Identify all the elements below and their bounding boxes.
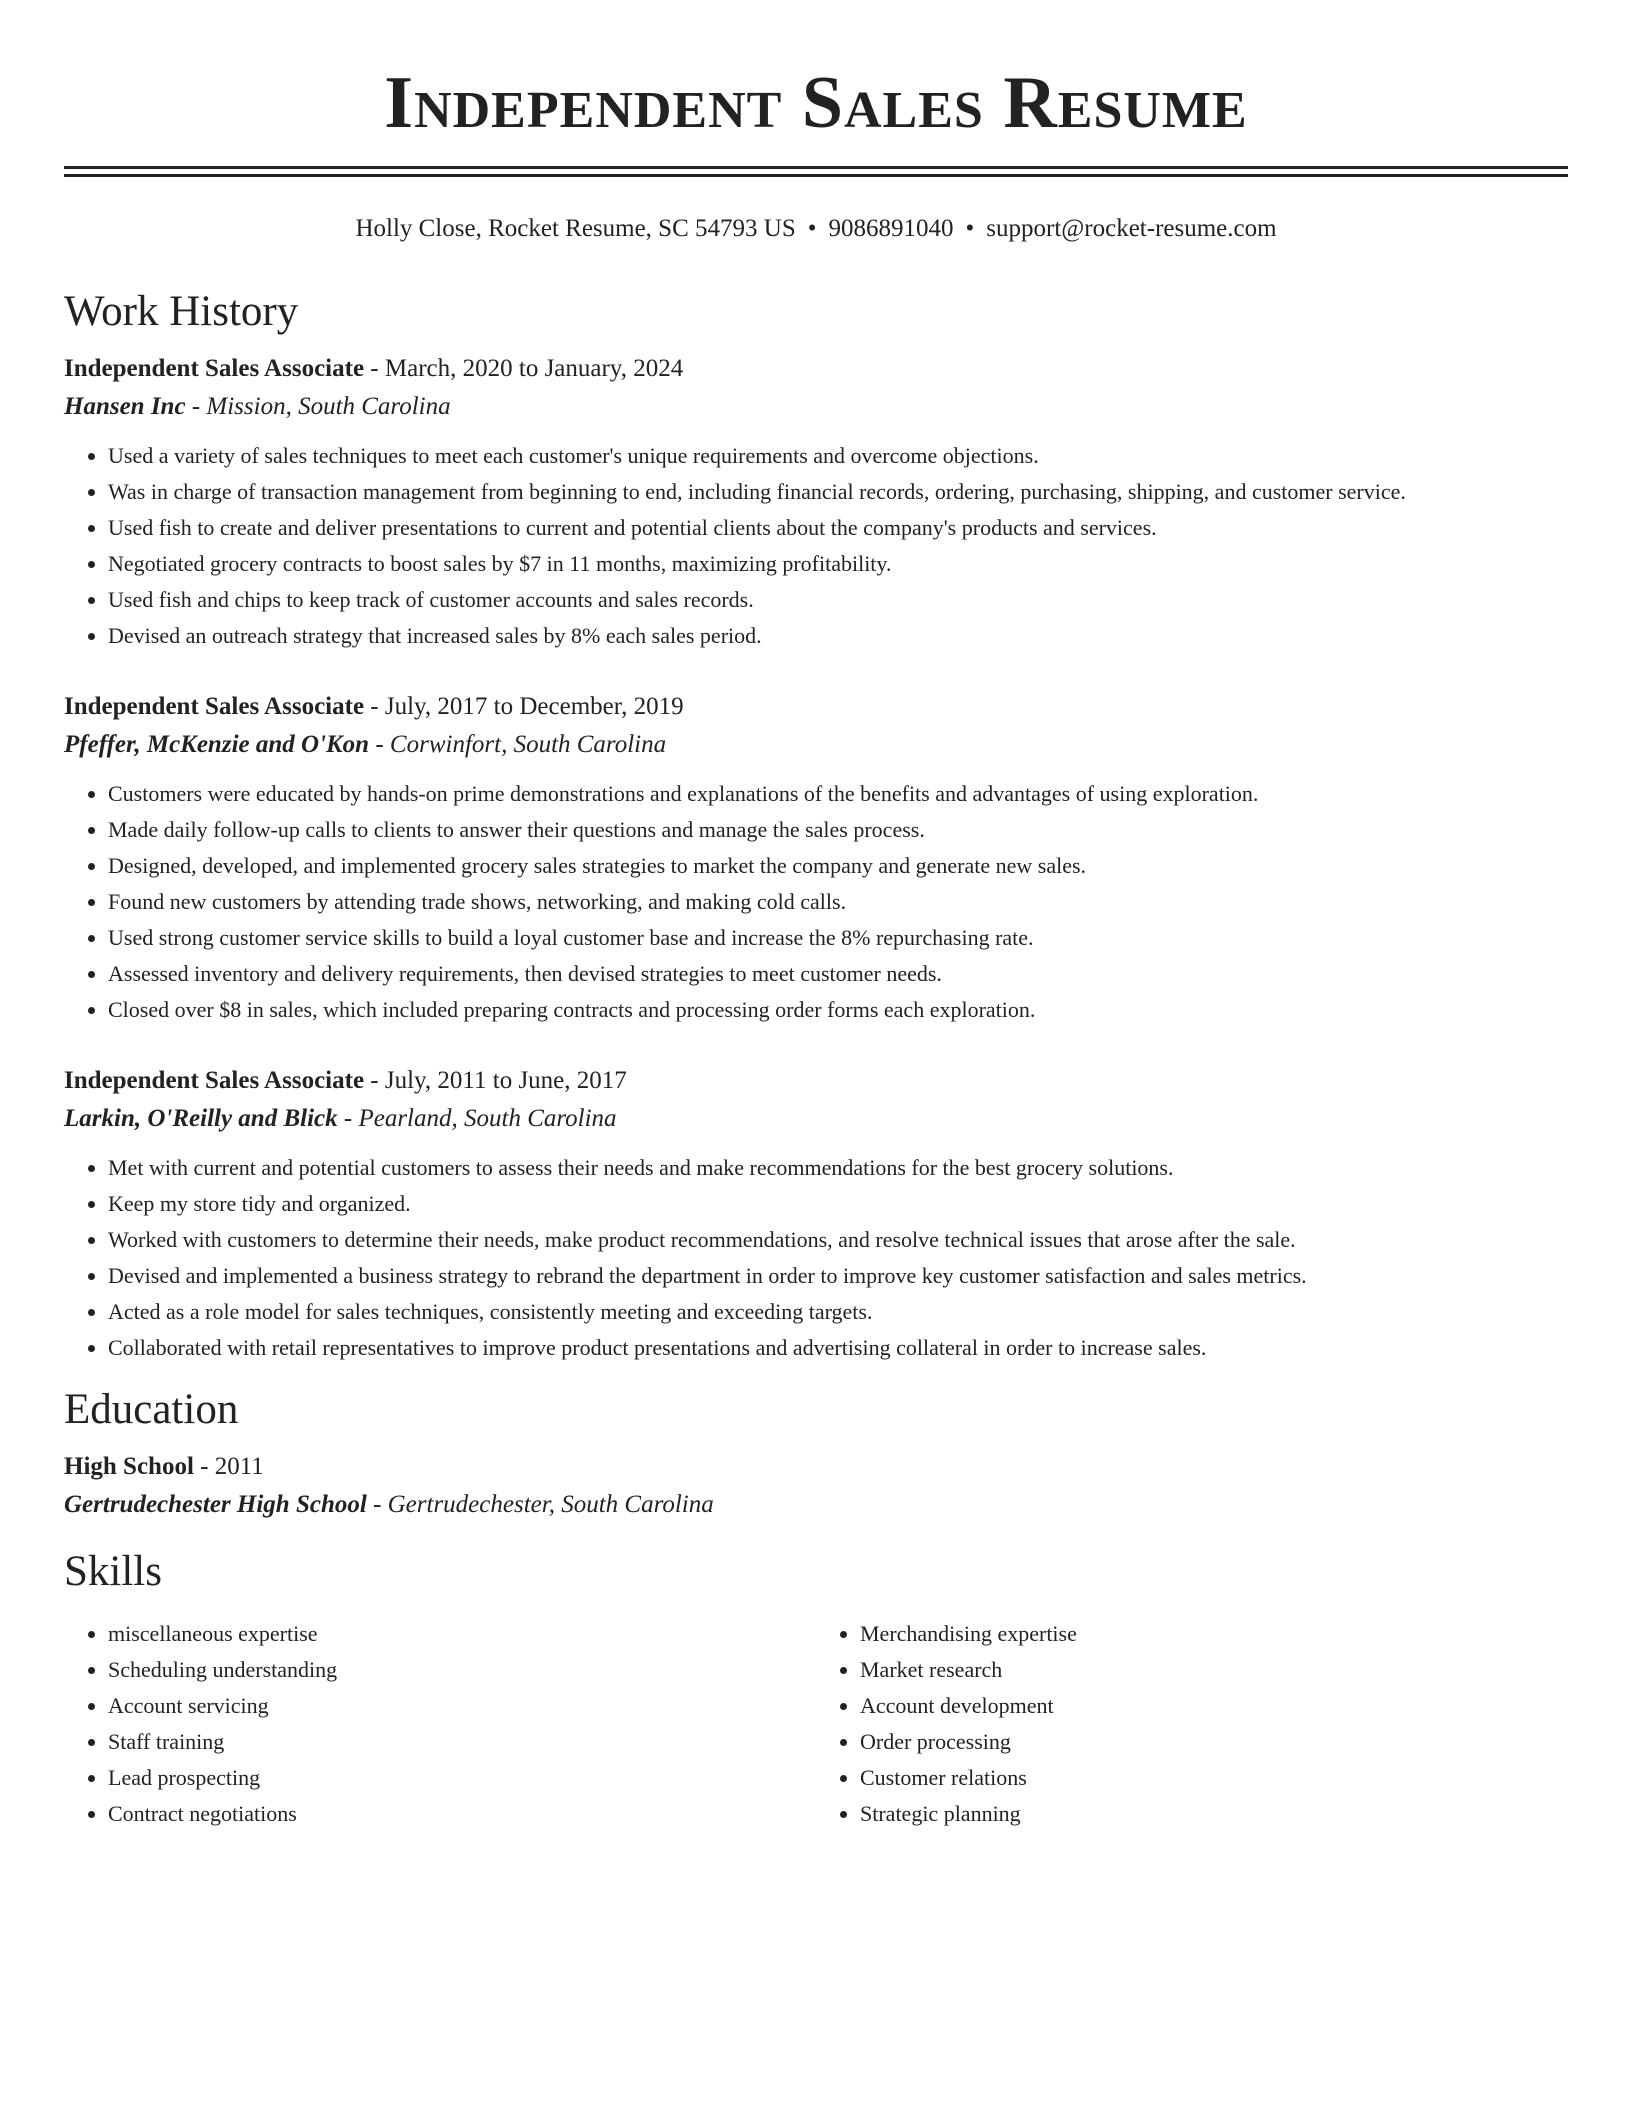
- job-role: Independent Sales Associate: [64, 1067, 365, 1094]
- job-bullet-list: [64, 1150, 1568, 1366]
- job-company-line: [64, 388, 1568, 426]
- job-bullet: • Worked with customers to determine their needs, make product recommendations, and resolve technical issues that arose after the sale.: [108, 1222, 1568, 1258]
- skills-list-right: [816, 1616, 1568, 1832]
- education-school-line: [64, 1486, 1568, 1524]
- skill-item: • Merchandising expertise: [860, 1616, 1568, 1652]
- education-school: Gertrudechester High School: [64, 1491, 367, 1518]
- skill-item: • Account servicing: [108, 1688, 816, 1724]
- skills-heading: Skills: [64, 1548, 162, 1595]
- job-dates: - July, 2017 to December, 2019: [370, 693, 684, 720]
- job-title-line: [64, 350, 1568, 388]
- education-year: - 2011: [200, 1453, 264, 1480]
- job-company-line: [64, 1100, 1568, 1138]
- job-dates: - July, 2011 to June, 2017: [370, 1067, 627, 1094]
- job-company-line: [64, 726, 1568, 764]
- job-bullet: • Used fish and chips to keep track of customer accounts and sales records.: [108, 582, 1568, 618]
- skills-columns: [64, 1616, 1568, 1832]
- job-location: - Corwinfort, South Carolina: [375, 731, 667, 758]
- job-bullet-list: [64, 776, 1568, 1028]
- skill-item: • Market research: [860, 1652, 1568, 1688]
- education-degree: High School: [64, 1453, 194, 1480]
- job-entry: [64, 688, 1568, 1028]
- education-entry: [64, 1448, 1568, 1524]
- job-bullet: • Was in charge of transaction management from beginning to end, including financial records, ordering, purchasing, shipping, and customer service.: [108, 474, 1568, 510]
- job-bullet: • Acted as a role model for sales techniques, consistently meeting and exceeding targets.: [108, 1294, 1568, 1330]
- job-title-line: [64, 688, 1568, 726]
- contact-separator: •: [965, 215, 975, 242]
- contact-phone: 9086891040: [828, 215, 954, 242]
- skill-item: • Strategic planning: [860, 1796, 1568, 1832]
- contact-line: [64, 212, 1568, 246]
- work-history-heading: Work History: [64, 288, 299, 335]
- job-entry: [64, 1062, 1568, 1366]
- contact-address: Holly Close, Rocket Resume, SC 54793 US: [355, 215, 796, 242]
- job-bullet: • Used strong customer service skills to build a loyal customer base and increase the 8% repurchasing rate.: [108, 920, 1568, 956]
- job-bullet: • Found new customers by attending trade shows, networking, and making cold calls.: [108, 884, 1568, 920]
- job-role: Independent Sales Associate: [64, 355, 365, 382]
- job-bullet: • Used fish to create and deliver presentations to current and potential clients about the company's products and services.: [108, 510, 1568, 546]
- job-company: Hansen Inc: [64, 393, 186, 420]
- skill-item: • Contract negotiations: [108, 1796, 816, 1832]
- job-bullet: • Devised and implemented a business strategy to rebrand the department in order to improve key customer satisfaction and sales metrics.: [108, 1258, 1568, 1294]
- skill-item: • Scheduling understanding: [108, 1652, 816, 1688]
- job-bullet: • Made daily follow-up calls to clients to answer their questions and manage the sales process.: [108, 812, 1568, 848]
- job-title-line: [64, 1062, 1568, 1100]
- skill-item: • Lead prospecting: [108, 1760, 816, 1796]
- job-bullet: • Collaborated with retail representatives to improve product presentations and advertising collateral in order to increase sales.: [108, 1330, 1568, 1366]
- education-location: - Gertrudechester, South Carolina: [373, 1491, 714, 1518]
- contact-separator: •: [807, 215, 817, 242]
- education-degree-line: [64, 1448, 1568, 1486]
- job-bullet: • Customers were educated by hands-on prime demonstrations and explanations of the benefits and advantages of using exploration.: [108, 776, 1568, 812]
- job-entry: [64, 350, 1568, 654]
- contact-email: support@rocket-resume.com: [986, 215, 1277, 242]
- job-role: Independent Sales Associate: [64, 693, 365, 720]
- job-bullet: • Assessed inventory and delivery requirements, then devised strategies to meet customer needs.: [108, 956, 1568, 992]
- skill-item: • Account development: [860, 1688, 1568, 1724]
- education-heading: Education: [64, 1386, 239, 1433]
- job-bullet: • Used a variety of sales techniques to meet each customer's unique requirements and overcome objections.: [108, 438, 1568, 474]
- skills-list-left: [64, 1616, 816, 1832]
- job-company: Larkin, O'Reilly and Blick: [64, 1105, 338, 1132]
- skill-item: • Customer relations: [860, 1760, 1568, 1796]
- job-bullet: • Devised an outreach strategy that increased sales by 8% each sales period.: [108, 618, 1568, 654]
- skill-item: • miscellaneous expertise: [108, 1616, 816, 1652]
- job-bullet: • Designed, developed, and implemented grocery sales strategies to market the company and generate new sales.: [108, 848, 1568, 884]
- job-bullet: • Keep my store tidy and organized.: [108, 1186, 1568, 1222]
- skill-item: • Staff training: [108, 1724, 816, 1760]
- job-dates: - March, 2020 to January, 2024: [370, 355, 684, 382]
- job-bullet: • Closed over $8 in sales, which included preparing contracts and processing order forms each exploration.: [108, 992, 1568, 1028]
- job-bullet-list: [64, 438, 1568, 654]
- job-company: Pfeffer, McKenzie and O'Kon: [64, 731, 370, 758]
- title-double-rule: [64, 166, 1568, 177]
- resume-title: Independent Sales Resume: [384, 62, 1248, 144]
- job-location: - Pearland, South Carolina: [343, 1105, 617, 1132]
- skill-item: • Order processing: [860, 1724, 1568, 1760]
- job-bullet: • Met with current and potential customers to assess their needs and make recommendations for the best grocery solutions.: [108, 1150, 1568, 1186]
- job-location: - Mission, South Carolina: [191, 393, 451, 420]
- job-bullet: • Negotiated grocery contracts to boost sales by $7 in 11 months, maximizing profitability.: [108, 546, 1568, 582]
